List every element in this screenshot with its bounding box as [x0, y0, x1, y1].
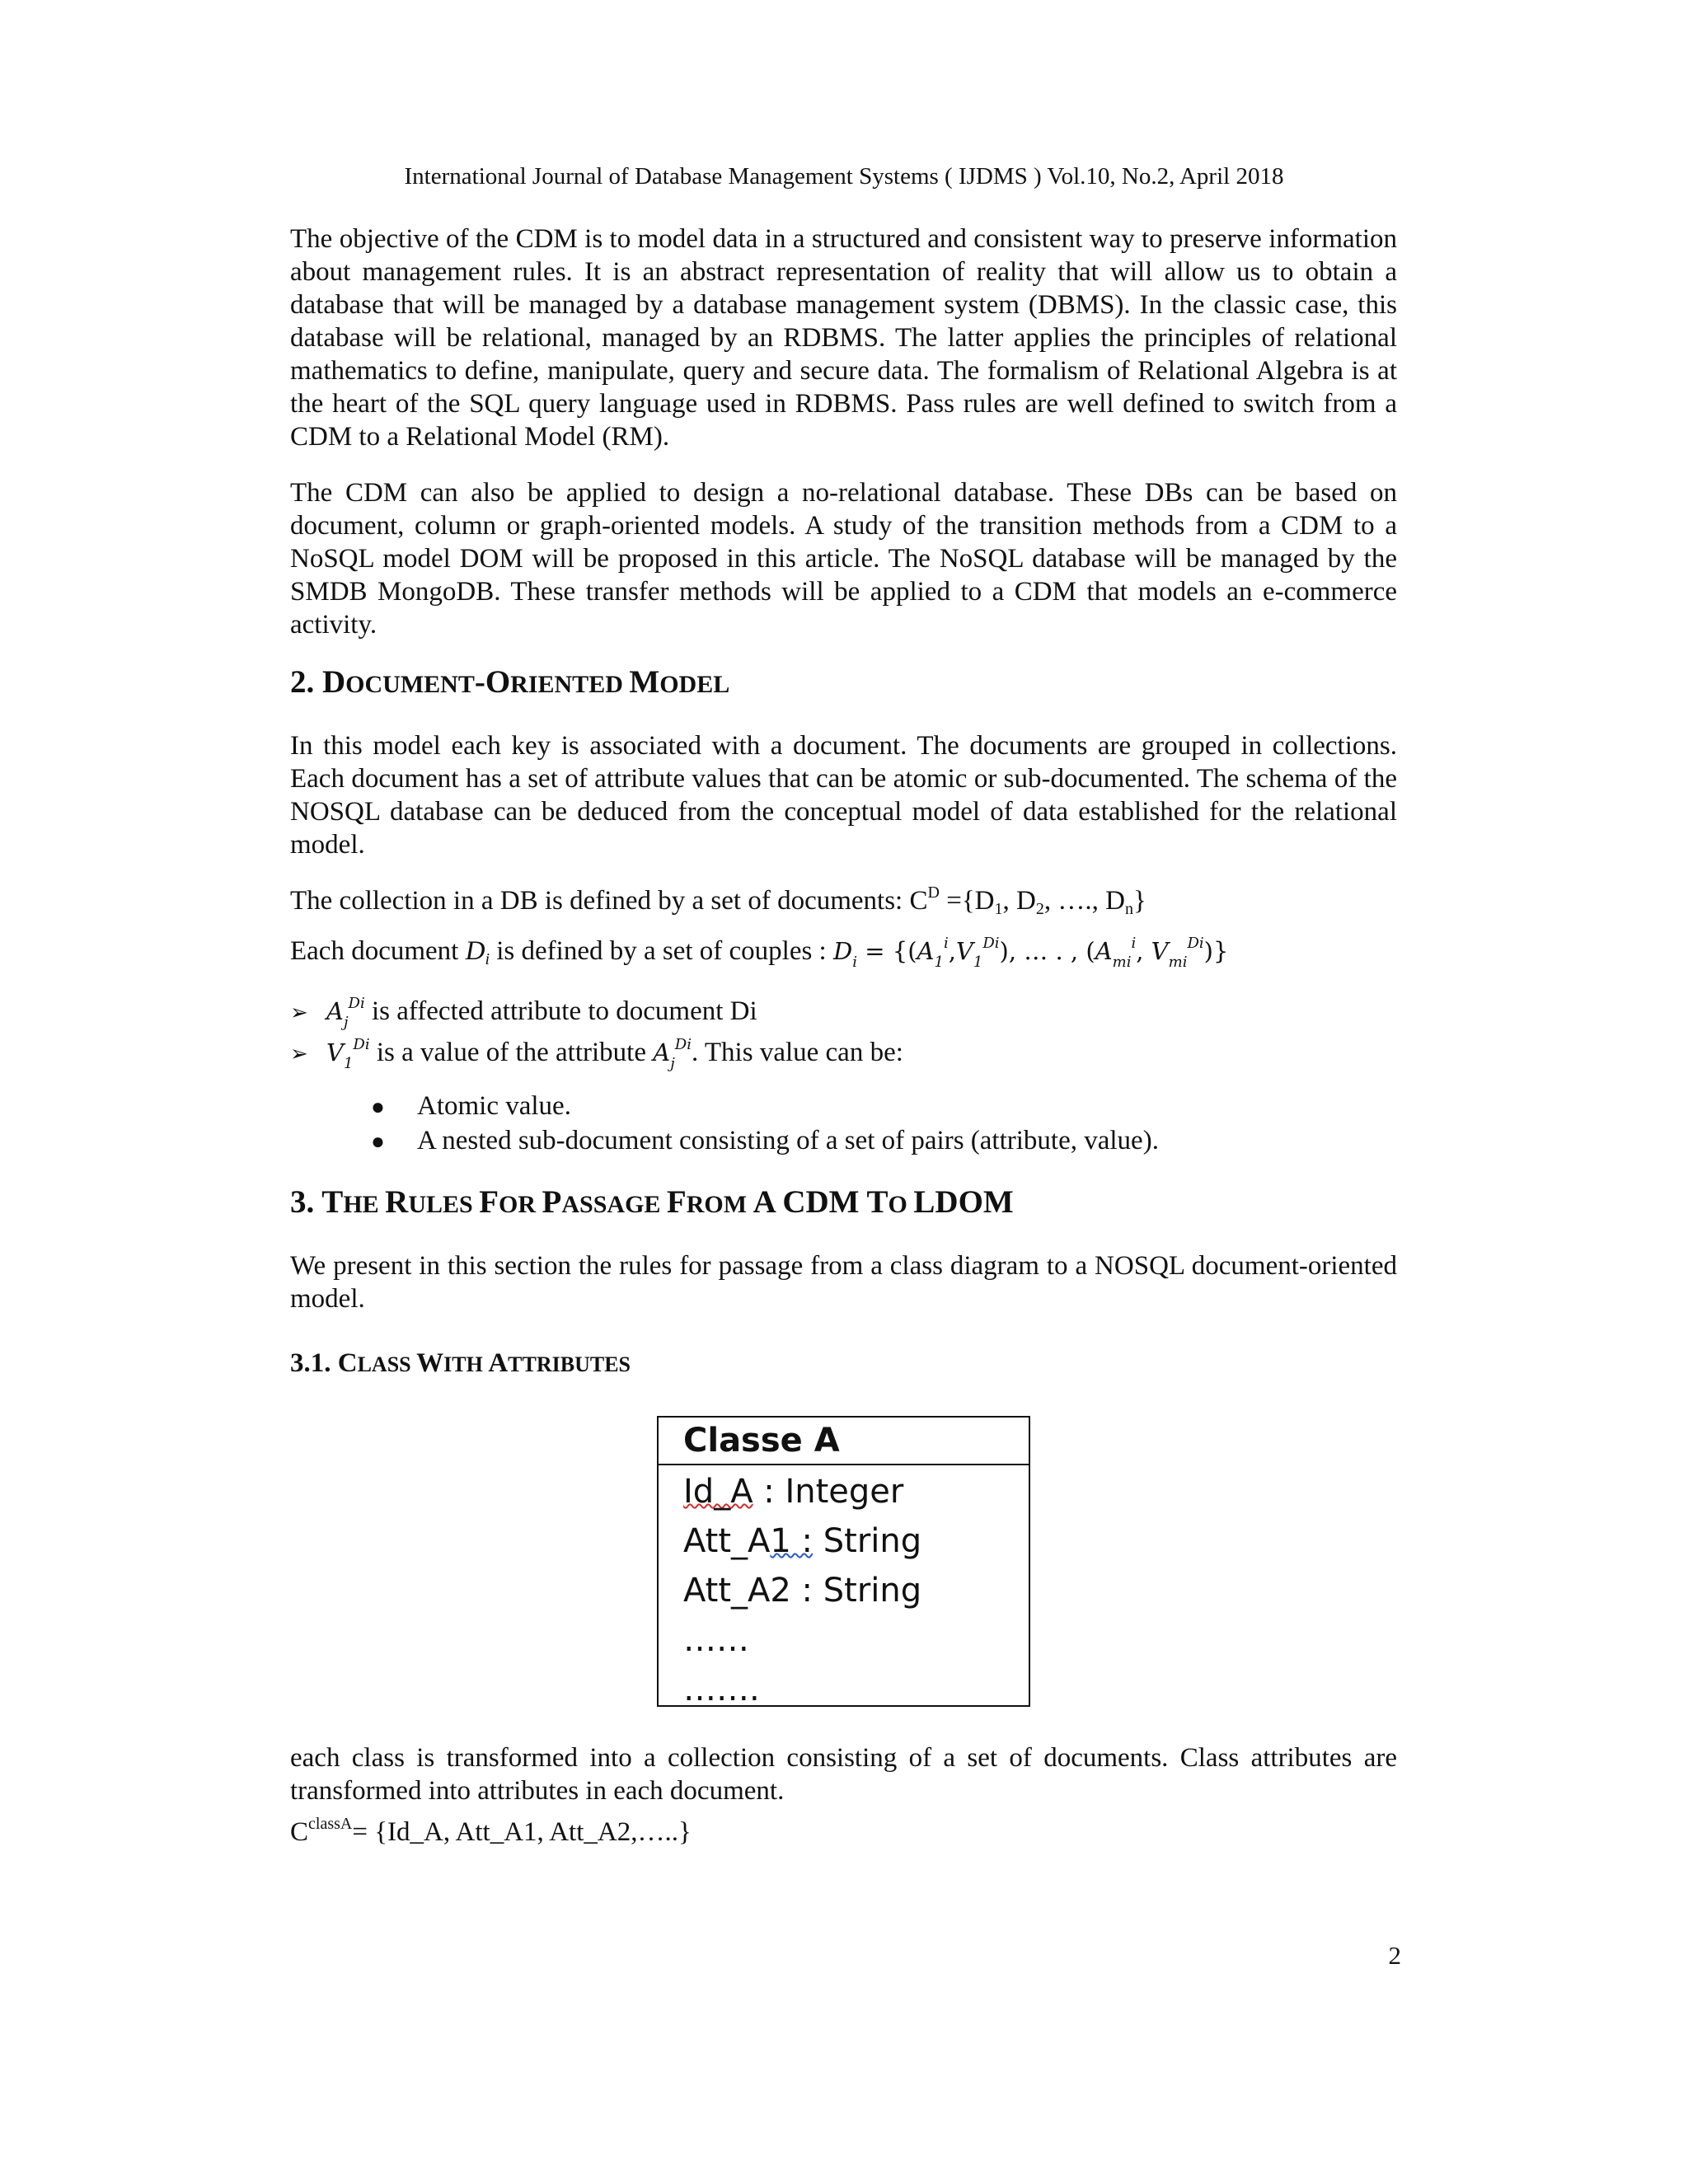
uml-attribute-ellipsis: …… [683, 1621, 749, 1659]
uml-attribute: Att_A1 : String [683, 1522, 922, 1560]
uml-class-name: Classe A [659, 1418, 1029, 1465]
subsection-heading-class-with-attributes: 3.1. CLASS WITH ATTRIBUTES [290, 1348, 631, 1378]
collection-formula: $C^{classA}=$ {Id_A, Att_A1, Att_A2,…..} [290, 1815, 692, 1847]
list-item: ● A nested sub-document consisting of a set of pairs (attribute, value). [371, 1124, 1159, 1159]
arrow-bullet-value: ➢ $V_1^{Di}$ is a value of the attribute $A_j^{Di}$. This value can be: [290, 1036, 903, 1072]
section-heading-rules-for-passage: 3. THE RULES FOR PASSAGE FROM A CDM TO LDOM [290, 1184, 1014, 1220]
paragraph-document-model: In this model each key is associated with a document. The documents are grouped in collections. Each document has a set of attribute values that can be atomic or sub-documented. The schema of the NOSQL database can be deduced from the conceptual model of data established for the relational model. [290, 731, 1397, 860]
paragraph-cdm-nosql: The CDM can also be applied to design a no-relational database. These DBs can be based on document, column or graph-oriented models. A study of the transition methods from a CDM to a NoSQL model DOM will be proposed in this article. The NoSQL database will be managed by the SMDB MongoDB. These transfer methods will be applied to a CDM that models an e-commerce activity. [290, 478, 1397, 640]
uml-attribute: Id_A : Integer [683, 1473, 904, 1511]
section-heading-document-oriented-model: 2. DOCUMENT-ORIENTED MODEL [290, 664, 730, 700]
paragraph-class-transform: each class is transformed into a collection consisting of a set of documents. Class attributes are transformed into attributes in each document. [290, 1743, 1397, 1806]
document-definition: Each document $D_i$ is defined by a set of couples : $D_i = \{(A_1^i,V_1^{Di})$, … . , ($A_{mi}^i$, $V_{mi}^{Di}$)} [290, 935, 1229, 971]
paragraph-rules-intro: We present in this section the rules for passage from a class diagram to a NOSQL document-oriented model. [290, 1251, 1397, 1314]
uml-class-diagram [657, 1416, 1030, 1707]
arrow-bullet-icon: ➢ [290, 1042, 308, 1066]
bullet-dot-icon: ● [371, 1129, 385, 1155]
paragraph-cdm-objective: The objective of the CDM is to model data in a structured and consistent way to preserve information about management rules. It is an abstract representation of reality that will allow us to obtain a database that will be managed by a database management system (DBMS). In the classic case, this database will be relational, managed by an RDBMS. The latter applies the principles of relational mathematics to define, manipulate, query and secure data. The formalism of Relational Algebra is at the heart of the SQL query language used in RDBMS. Pass rules are well defined to switch from a CDM to a Relational Model (RM). [290, 224, 1397, 452]
list-item: ● Atomic value. [371, 1090, 571, 1124]
journal-header: International Journal of Database Management Systems ( IJDMS ) Vol.10, No.2, April 2018 [404, 163, 1284, 190]
arrow-bullet-attribute: ➢ $A_j^{Di}$ is affected attribute to document Di [290, 995, 757, 1031]
couples-formula: $D_i = \{(A_1^i,V_1^{Di})$, … . , ($A_{mi}^i$, $V_{mi}^{Di}$)} [832, 935, 1229, 971]
uml-attribute-list [659, 1465, 1029, 1714]
bullet-dot-icon: ● [371, 1094, 385, 1120]
page-number: 2 [1388, 1941, 1401, 1970]
uml-attribute-ellipsis: ……. [683, 1671, 760, 1708]
uml-attribute: Att_A2 : String [683, 1572, 922, 1610]
collection-definition: The collection in a DB is defined by a set of documents: $C^D =\{D_1$, $D_2$, …., $D_n$} [290, 883, 1146, 918]
arrow-bullet-icon: ➢ [290, 1001, 308, 1024]
